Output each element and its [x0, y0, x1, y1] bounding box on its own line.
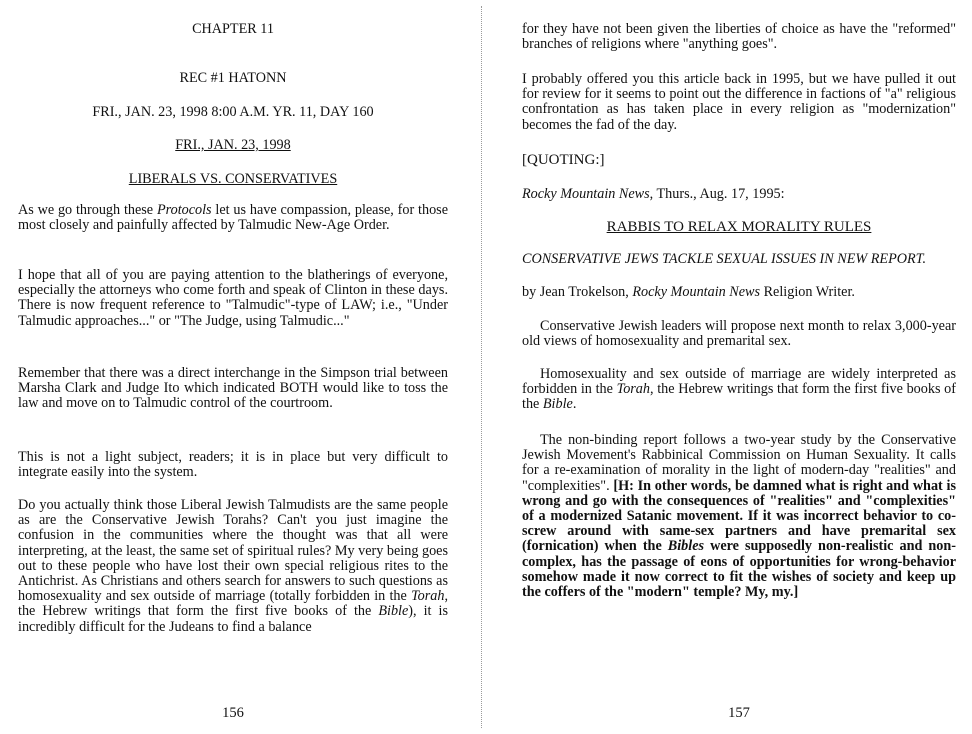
left-paragraph-2: I hope that all of you are paying attention to the blatherings of everyone, especially the attorneys who come forth and speak of Clinton in these days. There is now frequent reference to "Talmudic"-type of LAW; i.e., "Under Talmudic approaches..." or "The Judge, using Talmudic..."	[18, 267, 448, 329]
dateline: FRI., JAN. 23, 1998 8:00 A.M. YR. 11, DAY 160	[92, 104, 374, 120]
article-headline: RABBIS TO RELAX MORALITY RULES	[606, 219, 872, 235]
page-gutter	[481, 6, 482, 728]
source-publication: Rocky Mountain News	[522, 186, 650, 202]
left-paragraph-1: As we go through these Protocols let us have compassion, please, for those most closely and painfully affected by Talmudic New-Age Order.	[18, 202, 448, 234]
left-paragraph-4: This is not a light subject, readers; it is in place but very difficult to integrate easily into the system.	[18, 449, 448, 481]
page-number-left: 156	[222, 705, 244, 721]
hatonn-commentary: [H: In other words, be damned what is right and what is wrong and go with the consequences of "realities" and "complexities" of a modernized Satanic movement. If it was incorrect behavior to co-screw around with same-sex partners and have premarital sex (fornication) when the Bibles were supposedly non-realistic and non-complex, has the passage of eons of opportunities for wrong-behavior somehow made it now correct to fit the wishes of society and keep up the coffers of the "modern" temple? My, my.]	[522, 477, 956, 601]
right-paragraph-4: Homosexuality and sex outside of marriage are widely interpreted as forbidden in the Torah, the Hebrew writings that form the first five books of the Bible.	[522, 366, 956, 413]
chapter-heading: CHAPTER 11	[192, 21, 274, 37]
article-source: Rocky Mountain News, Thurs., Aug. 17, 1995:	[522, 186, 785, 202]
left-page	[18, 0, 448, 734]
date-underlined: FRI., JAN. 23, 1998	[175, 137, 291, 153]
bible-italic-right: Bible	[542, 396, 573, 413]
torah-italic: Torah	[411, 588, 445, 605]
article-byline: by Jean Trokelson, Rocky Mountain News Religion Writer.	[522, 284, 855, 300]
byline-publication: Rocky Mountain News	[632, 284, 761, 300]
right-page	[522, 0, 956, 734]
right-paragraph-1: for they have not been given the liberties of choice as have the "reformed" branches of religions where "anything goes".	[522, 21, 956, 53]
rec-heading: REC #1 HATONN	[179, 70, 287, 86]
quoting-marker: [QUOTING:]	[522, 152, 605, 168]
right-paragraph-5: The non-binding report follows a two-year study by the Conservative Jewish Movement's Rabbinical Commission on Human Sexuality. It calls for a re-examination of morality in the light of modern-day "realities" and "complexities". [H: In other words, be damned what is right and what is wrong and go with the consequences of "realities" and "complexities" of a modernized Satanic movement. If it was incorrect behavior to co-screw around with same-sex partners and have premarital sex (fornication) when the Bibles were supposedly non-realistic and non-complex, has the passage of eons of opportunities for wrong-behavior somehow made it now correct to fit the wishes of society and keep up the coffers of the "modern" temple? My, my.]	[522, 432, 956, 601]
bible-italic: Bible	[378, 603, 409, 620]
protocols-italic: Protocols	[156, 202, 212, 218]
left-paragraph-5: Do you actually think those Liberal Jewish Talmudists are the same people as are the Conservative Jewish Torahs? Can't you just imagine the confusion in the communities where the thought was that all were interpreting, at the least, the same set of spiritual rules? My very being goes out to these people who have lost their own special religious rites to the Antichrist. As Christians and others search for answers to such questions as homosexuality and sex outside of marriage (totally forbidden in the Torah, the Hebrew writings that form the first five books of the Bible), it is incredibly difficult for the Judeans to find a balance	[18, 497, 448, 635]
left-paragraph-3: Remember that there was a direct interchange in the Simpson trial between Marsha Clark and Judge Ito which indicated BOTH would like to toss the law and move on to Talmudic control of the courtroom.	[18, 365, 448, 412]
page-number-right: 157	[728, 705, 750, 721]
section-title: LIBERALS VS. CONSERVATIVES	[128, 171, 338, 187]
bibles-bold-italic: Bibles	[667, 538, 705, 555]
article-subhead: CONSERVATIVE JEWS TACKLE SEXUAL ISSUES IN NEW REPORT.	[522, 251, 927, 267]
right-paragraph-2: I probably offered you this article back in 1995, but we have pulled it out for review for it seems to point out the difference in factions of "a" religious confrontation as has taken place in every religion as "modernization" becomes the fad of the day.	[522, 71, 956, 133]
right-paragraph-3: Conservative Jewish leaders will propose next month to relax 3,000-year old views of homosexuality and premarital sex.	[522, 318, 956, 350]
torah-italic-right: Torah	[616, 381, 650, 398]
